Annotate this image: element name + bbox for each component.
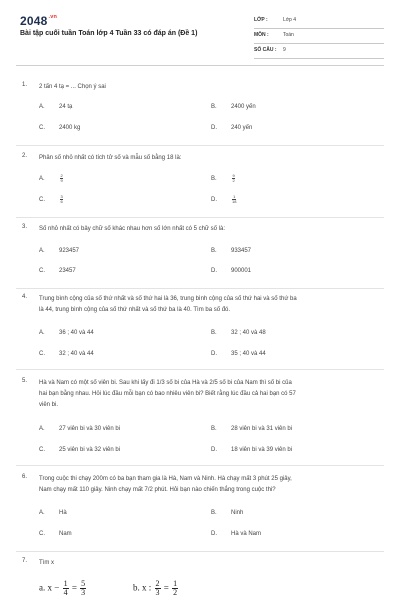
- fraction: [63, 580, 69, 597]
- question-text-line: Nam chạy mất 110 giây. Ninh chạy mất 7/2 phút. Hỏi bạn nào chiến thắng trong cuộc thi?: [39, 487, 276, 493]
- option-text: 23457: [59, 268, 76, 274]
- meta-value: 9: [283, 47, 286, 53]
- option-c[interactable]: [39, 447, 120, 453]
- option-text: 36 ; 40 và 44: [59, 330, 94, 336]
- question-text-line: Hà và Nam có một số viên bi. Sau khi lấy đi 1/3 số bi của Hà và 2/5 số bi của Nam thì số bi của: [39, 380, 292, 386]
- question-divider: [16, 217, 384, 218]
- question-text-line: là 44, trung bình cộng của số thứ nhất và số thứ ba là 40. Tìm ba số đó.: [39, 307, 231, 313]
- option-label: C.: [39, 268, 45, 274]
- fraction-numerator: 9: [232, 173, 235, 178]
- option-label: A.: [39, 510, 45, 516]
- fraction-numerator: 1: [233, 194, 236, 199]
- option-text: 2400 kg: [59, 125, 81, 131]
- option-text: 28 viên bi và 31 viên bi: [231, 426, 293, 432]
- option-text: 32 ; 40 và 44: [59, 351, 94, 357]
- option-text: 240 yến: [231, 125, 253, 131]
- question-6: [22, 474, 378, 546]
- meta-row-count: [254, 44, 384, 59]
- option-c[interactable]: [39, 125, 80, 131]
- question-text-line: Trong cuộc thi chạy 200m có ba bạn tham gia là Hà, Nam và Ninh. Hà chạy mất 3 phút 25 giây,: [39, 476, 292, 482]
- option-a[interactable]: [39, 426, 120, 432]
- option-c[interactable]: [39, 531, 72, 537]
- question-divider: [16, 551, 384, 552]
- option-label: B.: [211, 248, 217, 254]
- option-d[interactable]: [211, 125, 252, 131]
- option-label: A.: [39, 248, 45, 254]
- fraction-denominator: 6: [60, 199, 63, 204]
- question-text: Phân số nhỏ nhất có tích tử số và mẫu số bằng 18 là:: [39, 155, 182, 161]
- option-c[interactable]: [39, 195, 63, 204]
- meta-key: MÔN :: [254, 32, 269, 38]
- option-label: C.: [39, 125, 45, 131]
- question-number: 4.: [22, 294, 28, 300]
- question-number: 3.: [22, 224, 28, 230]
- option-a[interactable]: [39, 248, 79, 254]
- document-header: [0, 0, 400, 64]
- option-text: 900001: [231, 268, 252, 274]
- option-a[interactable]: [39, 330, 94, 336]
- question-text-line: viên bi.: [39, 402, 59, 408]
- question-divider: [16, 288, 384, 289]
- question-5: [22, 378, 378, 460]
- option-text: Nam: [59, 531, 72, 537]
- fraction: [232, 174, 235, 183]
- question-text: Tìm x: [39, 560, 54, 566]
- option-label: A.: [39, 426, 45, 432]
- option-label: B.: [211, 426, 217, 432]
- fraction: [172, 580, 178, 597]
- site-logo[interactable]: [20, 14, 57, 28]
- question-text: [39, 294, 379, 316]
- option-b[interactable]: [211, 426, 292, 432]
- option-label: A.: [39, 104, 45, 110]
- option-label: A.: [39, 176, 45, 183]
- question-text: [39, 378, 379, 411]
- equation-a: [39, 580, 87, 597]
- option-label: D.: [211, 268, 217, 274]
- fraction-numerator: 2: [60, 173, 63, 178]
- option-b[interactable]: [211, 104, 256, 110]
- question-2: [22, 153, 378, 215]
- option-a[interactable]: [39, 174, 63, 183]
- option-text: 933457: [231, 248, 252, 254]
- option-label: B.: [211, 510, 217, 516]
- fraction: [60, 195, 63, 204]
- page-title: Bài tập cuối tuần Toán lớp 4 Tuần 33 có đáp án (Đề 1): [20, 30, 198, 37]
- option-b[interactable]: [211, 248, 251, 254]
- option-a[interactable]: [39, 104, 72, 110]
- fraction-numerator: 2: [155, 579, 160, 588]
- question-3: [22, 224, 378, 284]
- question-number: 2.: [22, 153, 28, 159]
- meta-info-table: [254, 14, 384, 59]
- option-label: D.: [211, 531, 217, 537]
- meta-key: LỚP :: [254, 17, 268, 23]
- fraction-denominator: 2: [232, 178, 235, 183]
- option-d[interactable]: [211, 447, 292, 453]
- option-text: 2400 yến: [231, 104, 256, 110]
- fraction-denominator: 3: [155, 588, 160, 597]
- meta-key: SỐ CÂU :: [254, 47, 277, 53]
- fraction-denominator: 9: [60, 178, 63, 183]
- option-d[interactable]: [211, 195, 236, 204]
- question-divider: [16, 465, 384, 466]
- fraction: [155, 580, 161, 597]
- option-text: Hà: [59, 510, 67, 516]
- question-7: [22, 558, 378, 600]
- equals-sign: =: [71, 582, 77, 593]
- question-divider: [16, 145, 384, 146]
- equation-b: [133, 580, 179, 597]
- option-c[interactable]: [39, 268, 76, 274]
- question-text-line: hai bạn bằng nhau. Hỏi lúc đầu mỗi bạn có bao nhiêu viên bi? Biết rằng lúc đầu cả hai bạn có 57: [39, 391, 296, 397]
- question-number: 6.: [22, 474, 28, 480]
- option-text: 27 viên bi và 30 viên bi: [59, 426, 121, 432]
- question-text: Số nhỏ nhất có bảy chữ số khác nhau hơn số lớn nhất có 5 chữ số là:: [39, 226, 226, 232]
- option-text: 923457: [59, 248, 80, 254]
- question-divider: [16, 369, 384, 370]
- meta-row-subject: [254, 29, 384, 44]
- option-label: D.: [211, 351, 217, 357]
- question-1: [22, 82, 378, 142]
- logo-main: 2048: [20, 14, 48, 28]
- meta-row-class: [254, 14, 384, 29]
- option-c[interactable]: [39, 351, 94, 357]
- option-d[interactable]: [211, 531, 261, 537]
- logo-suffix: .vn: [48, 14, 58, 20]
- option-d[interactable]: [211, 268, 251, 274]
- option-label: D.: [211, 125, 217, 131]
- question-4: [22, 294, 378, 366]
- option-label: C.: [39, 351, 45, 357]
- fraction-numerator: 3: [60, 194, 63, 199]
- option-label: C.: [39, 447, 45, 453]
- option-text: 25 viên bi và 32 viên bi: [59, 447, 121, 453]
- question-text: [39, 474, 379, 496]
- question-number: 7.: [22, 558, 28, 564]
- question-text: 2 tấn 4 tạ = ... Chọn ý sai: [39, 84, 106, 90]
- option-label: C.: [39, 531, 45, 537]
- option-text: Ninh: [231, 510, 244, 516]
- option-label: C.: [39, 197, 45, 204]
- option-label: B.: [211, 176, 217, 183]
- fraction-denominator: 18: [232, 199, 237, 204]
- option-label: A.: [39, 330, 45, 336]
- equation-lhs: x −: [47, 582, 60, 593]
- fraction: [80, 580, 86, 597]
- option-b[interactable]: [211, 510, 243, 516]
- question-text-line: Trung bình cộng của số thứ nhất và số thứ hai là 36, trung bình cộng của số thứ hai và số thứ ba: [39, 296, 297, 302]
- option-b[interactable]: [211, 174, 235, 183]
- equals-sign: =: [163, 582, 169, 593]
- fraction-numerator: 1: [173, 579, 178, 588]
- option-text: 24 tạ: [59, 104, 73, 110]
- option-b[interactable]: [211, 330, 266, 336]
- equation-lhs: x :: [142, 582, 152, 593]
- equation-label: a.: [39, 582, 46, 593]
- meta-value: Toán: [283, 32, 294, 38]
- equation-label: b.: [133, 582, 140, 593]
- option-label: B.: [211, 104, 217, 110]
- meta-value: Lớp 4: [283, 17, 297, 23]
- option-text: 35 ; 40 và 44: [231, 351, 266, 357]
- option-d[interactable]: [211, 351, 266, 357]
- question-number: 1.: [22, 82, 28, 88]
- fraction-numerator: 1: [63, 579, 68, 588]
- fraction-denominator: 3: [81, 588, 86, 597]
- header-divider: [16, 65, 384, 66]
- option-a[interactable]: [39, 510, 67, 516]
- option-label: B.: [211, 330, 217, 336]
- fraction-denominator: 2: [173, 588, 178, 597]
- option-label: D.: [211, 447, 217, 453]
- option-label: D.: [211, 197, 217, 204]
- fraction-denominator: 4: [63, 588, 68, 597]
- option-text: 18 viên bi và 39 viên bi: [231, 447, 293, 453]
- question-number: 5.: [22, 378, 28, 384]
- option-text: Hà và Nam: [231, 531, 262, 537]
- option-text: 32 ; 40 và 48: [231, 330, 266, 336]
- fraction: [60, 174, 63, 183]
- fraction-numerator: 5: [81, 579, 86, 588]
- fraction: [232, 195, 236, 204]
